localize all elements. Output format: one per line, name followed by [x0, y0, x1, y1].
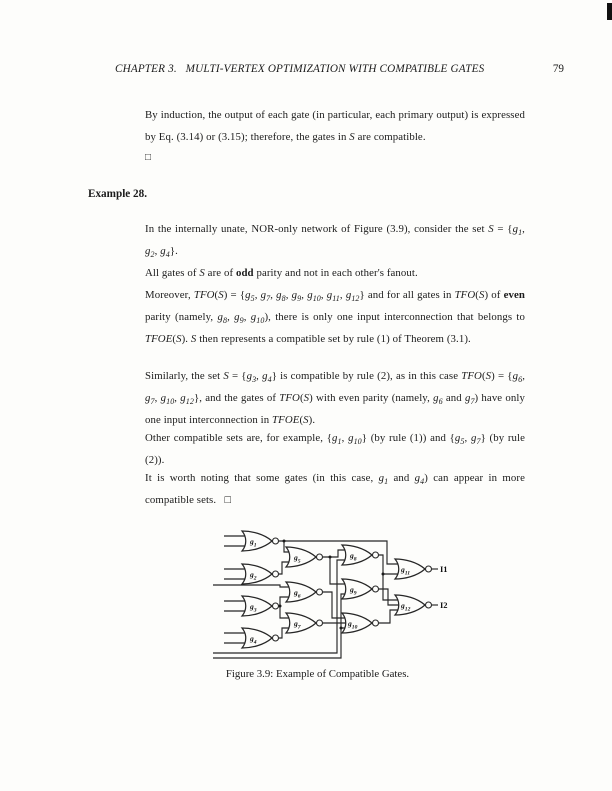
nor-gate-g2 — [242, 564, 279, 584]
example-heading: Example 28. — [88, 188, 148, 200]
svg-text:g10: $g_{10}$ — [348, 619, 358, 631]
paragraph-consider-set: In the internally unate, NOR-only network of Figure (3.9), consider the set $S = \{g_1$, $g_2$, $g_4$}. — [145, 223, 525, 260]
nor-gate-g7 — [286, 613, 323, 633]
nor-gate-g8 — [342, 545, 379, 565]
nor-gate-g11 — [395, 559, 432, 579]
nor-gate-g3 — [242, 596, 279, 616]
primary-input-wires — [224, 536, 247, 643]
nor-gate-g9 — [342, 579, 379, 599]
paragraph-tfo-rule2: Similarly, the set $S = \{g_3$, $g_4$} is compatible by rule (2), as in this case $TFO(S) = \{g_6$, $g_7$, $g_{10}$, $g_{12}$}, and the gates of TFO(S) with even parity (namely, $g_6$ and $g_7$) have only one input interconnection in TFOE(S). — [145, 370, 525, 426]
paragraph-other-sets: Other compatible sets are, for example, {$g_1$, $g_{10}$} (by rule (1)) and {$g_5$, $g_7$} (by rule (2)). — [145, 432, 526, 466]
wire-primary-to-g6 — [213, 585, 291, 587]
figure-caption: Figure 3.9: Example of Compatible Gates. — [225, 668, 410, 680]
svg-text:g11: $g_{11}$ — [401, 565, 411, 577]
junction-dot — [340, 627, 343, 630]
svg-text:g7: $g_7$ — [294, 619, 301, 631]
junction-dot — [329, 556, 332, 559]
svg-text:g3: $g_3$ — [250, 602, 257, 614]
paragraph-tfo-rule1: Moreover, $TFO(S) = \{g_5$, $g_7$, $g_8$, $g_9$, $g_{10}$, $g_{11}$, $g_{12}$} and for all gates in TFO(S) of even parity (namely, $g_8$, $g_9$, $g_{10}$), there is only one input interconnection that belongs to TFOE(S). S then represents a compatible set by rule (1) of Theorem (3.1). — [145, 289, 525, 345]
svg-text:g5: $g_5$ — [294, 553, 301, 565]
page-number: 79 — [552, 63, 564, 75]
nor-gate-g6 — [286, 582, 323, 602]
paragraph-closing-note: It is worth noting that some gates (in this case, $g_1$ and $g_4$) can appear in more compatible sets. □ — [145, 472, 525, 506]
svg-text:g9: $g_9$ — [350, 585, 357, 597]
paragraph-odd-parity: All gates of S are of odd parity and not in each other's fanout. — [145, 267, 418, 279]
svg-text:g8: $g_8$ — [350, 551, 357, 563]
svg-text:g1: $g_1$ — [250, 537, 257, 549]
junction-dot — [382, 573, 385, 576]
nor-gate-g10 — [342, 613, 379, 633]
nor-gate-g5 — [286, 547, 323, 567]
nor-gate-g1 — [242, 531, 279, 551]
junction-dot — [283, 540, 286, 543]
output-label-i1: I1 — [440, 564, 448, 574]
nor-gate-g12 — [395, 595, 432, 615]
qed-symbol: □ — [145, 152, 152, 163]
running-title: CHAPTER 3. MULTI-VERTEX OPTIMIZATION WITH COMPATIBLE GATES — [115, 63, 485, 75]
page-header — [115, 63, 564, 75]
svg-text:g6: $g_6$ — [294, 588, 301, 600]
svg-text:g12: $g_{12}$ — [401, 601, 411, 613]
paragraph-induction: By induction, the output of each gate (in particular, each primary output) is expressed by Eq. (3.14) or (3.15); therefore, the gates in S are compatible. — [145, 109, 525, 143]
circuit-diagram — [210, 526, 460, 666]
output-label-i2: I2 — [440, 600, 448, 610]
scan-artifact — [607, 3, 612, 20]
svg-text:g4: $g_4$ — [250, 634, 257, 646]
nor-gate-g4 — [242, 628, 279, 648]
svg-text:g2: $g_2$ — [250, 570, 257, 582]
